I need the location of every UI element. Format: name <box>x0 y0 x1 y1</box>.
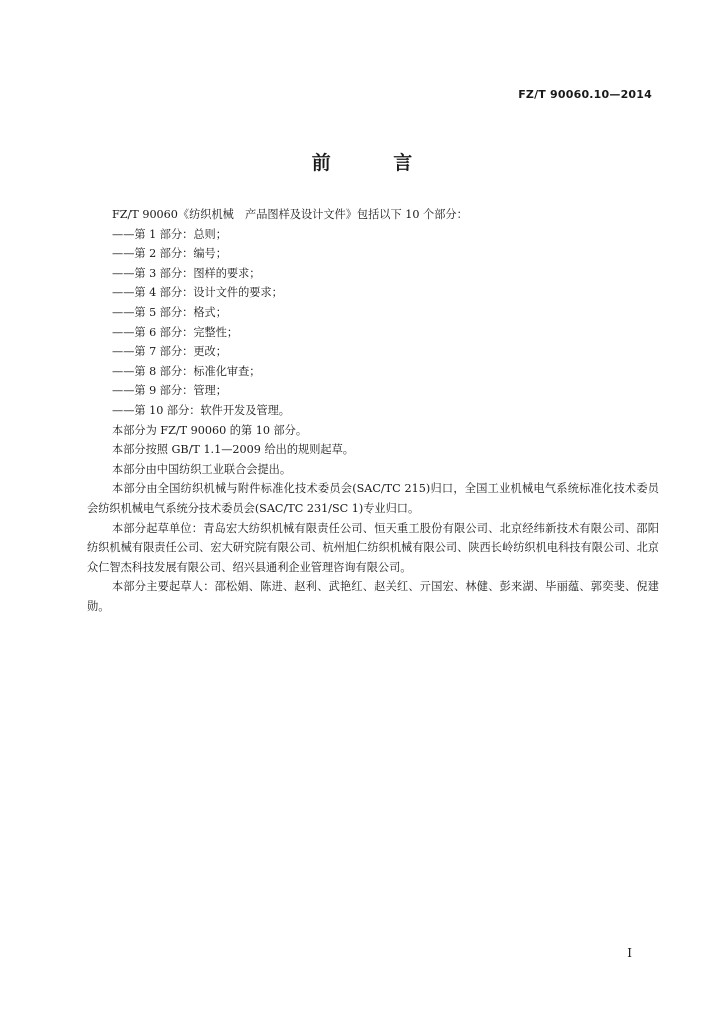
part-list-item: ——第 1 部分：总则； <box>112 227 227 241</box>
part-list-item: ——第 7 部分：更改； <box>112 345 227 359</box>
part-list-item: ——第 3 部分：图样的要求； <box>112 266 261 280</box>
part-list-item: ——第 4 部分：设计文件的要求； <box>112 286 283 300</box>
part-number-paragraph: 本部分为 FZ/T 90060 的第 10 部分。 <box>112 423 308 437</box>
standard-code: FZ/T 90060.10—2014 <box>518 88 652 101</box>
foreword-body <box>87 205 659 616</box>
main-drafters-paragraph: 本部分主要起草人：邵松娟、陈进、赵利、武艳红、赵关红、亓国宏、林健、彭来湖、毕丽蕴、郭奕斐、倪建勋。 <box>87 580 659 613</box>
drafting-units-paragraph: 本部分起草单位：青岛宏大纺织机械有限责任公司、恒天重工股份有限公司、北京经纬新技术有限公司、邵阳纺织机械有限责任公司、宏大研究院有限公司、杭州旭仁纺织机械有限公司、陕西长岭纺织机电科技有限公司、北京众仁智杰科技发展有限公司、绍兴县通利企业管理咨询有限公司。 <box>87 521 659 574</box>
part-list-item: ——第 10 部分：软件开发及管理。 <box>112 403 290 417</box>
proposer-paragraph: 本部分由中国纺织工业联合会提出。 <box>112 462 292 476</box>
intro-paragraph: FZ/T 90060《纺织机械 产品图样及设计文件》包括以下 10 个部分： <box>112 208 468 221</box>
part-list-item: ——第 8 部分：标准化审查； <box>112 364 261 378</box>
centralized-by-paragraph: 本部分由全国纺织机械与附件标准化技术委员会(SAC/TC 215)归口，全国工业机械电气系统标准化技术委员会纺织机械电气系统分技术委员会(SAC/TC 231/SC 1)专业归口。 <box>87 482 659 515</box>
page-number: I <box>627 946 632 960</box>
drafting-rules-paragraph: 本部分按照 GB/T 1.1—2009 给出的规则起草。 <box>112 443 354 457</box>
part-list-item: ——第 9 部分：管理； <box>112 384 227 398</box>
page-title: 前 言 <box>311 152 441 174</box>
part-list-item: ——第 5 部分：格式； <box>112 305 227 319</box>
part-list-item: ——第 2 部分：编号； <box>112 247 227 261</box>
part-list-item: ——第 6 部分：完整性； <box>112 325 239 339</box>
